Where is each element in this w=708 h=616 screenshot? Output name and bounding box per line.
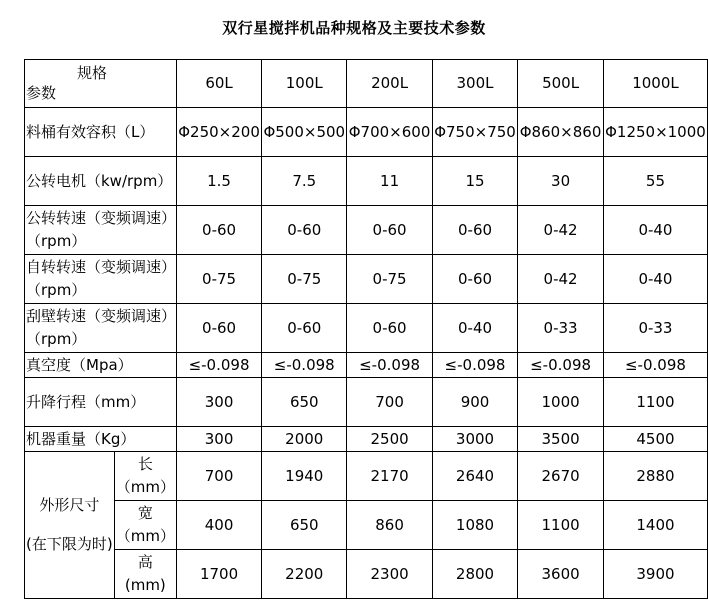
value-cell: 0-60 [176, 206, 261, 255]
value-cell: 2500 [347, 427, 432, 452]
param-label: 料桶有效容积（L） [25, 108, 177, 157]
model-header: 200L [347, 60, 432, 108]
value-cell: 3900 [603, 550, 707, 599]
dimension-name: 高 [137, 553, 153, 571]
value-cell: ≤-0.098 [262, 353, 347, 378]
value-cell: 0-75 [347, 255, 432, 304]
value-cell: 2170 [347, 452, 432, 501]
value-cell: 0-75 [176, 255, 261, 304]
model-header: 500L [518, 60, 604, 108]
table-row [25, 108, 708, 157]
value-cell: ≤-0.098 [518, 353, 604, 378]
corner-header-cell [25, 60, 177, 108]
value-cell: 0-60 [347, 206, 432, 255]
value-cell: 3600 [518, 550, 604, 599]
dimensions-label-main: 外形尺寸 [39, 496, 100, 514]
value-cell: 7.5 [262, 157, 347, 206]
dimensions-label [25, 452, 115, 599]
table-row [25, 304, 708, 353]
dimensions-label-note: (在下限为时) [26, 535, 113, 553]
value-cell: 0-42 [518, 255, 604, 304]
value-cell: 1940 [262, 452, 347, 501]
dimension-row-width [25, 501, 708, 550]
value-cell: 55 [603, 157, 707, 206]
value-cell: 2640 [432, 452, 517, 501]
model-header: 300L [432, 60, 517, 108]
value-cell: 1080 [432, 501, 517, 550]
param-label: 公转电机（kw/rpm） [25, 157, 177, 206]
param-label: 机器重量（Kg） [25, 427, 177, 452]
value-cell: 3500 [518, 427, 604, 452]
table-row [25, 427, 708, 452]
value-cell: 0-40 [603, 206, 707, 255]
table-row [25, 353, 708, 378]
value-cell: 900 [432, 378, 517, 427]
value-cell: Φ250×200 [176, 108, 261, 157]
value-cell: 0-40 [603, 255, 707, 304]
table-row [25, 255, 708, 304]
dimension-sublabel-length [114, 452, 176, 501]
value-cell: 0-60 [347, 304, 432, 353]
value-cell: Φ1250×1000 [603, 108, 707, 157]
value-cell: 30 [518, 157, 604, 206]
dimension-sublabel-height [114, 550, 176, 599]
value-cell: ≤-0.098 [432, 353, 517, 378]
value-cell: 300 [176, 378, 261, 427]
value-cell: 0-60 [432, 255, 517, 304]
value-cell: 11 [347, 157, 432, 206]
value-cell: 0-60 [176, 304, 261, 353]
value-cell: 2200 [262, 550, 347, 599]
dimension-row-height [25, 550, 708, 599]
value-cell: 700 [176, 452, 261, 501]
value-cell: 300 [176, 427, 261, 452]
param-label: 真空度（Mpa） [25, 353, 177, 378]
value-cell: 1100 [603, 378, 707, 427]
value-cell: 0-60 [262, 206, 347, 255]
value-cell: 0-60 [432, 206, 517, 255]
spec-table [24, 59, 708, 599]
model-header: 1000L [603, 60, 707, 108]
table-row [25, 157, 708, 206]
value-cell: 700 [347, 378, 432, 427]
value-cell: 1.5 [176, 157, 261, 206]
param-header-label: 参数 [26, 84, 57, 102]
value-cell: 0-75 [262, 255, 347, 304]
value-cell: 1400 [603, 501, 707, 550]
value-cell: 2880 [603, 452, 707, 501]
dimension-row-length [25, 452, 708, 501]
value-cell: 0-42 [518, 206, 604, 255]
table-row [25, 206, 708, 255]
value-cell: 1000 [518, 378, 604, 427]
dimension-name: 长 [137, 455, 153, 473]
value-cell: Φ860×860 [518, 108, 604, 157]
dimension-name: 宽 [137, 504, 153, 522]
model-header: 100L [262, 60, 347, 108]
value-cell: Φ500×500 [262, 108, 347, 157]
value-cell: 0-33 [518, 304, 604, 353]
value-cell: 0-40 [432, 304, 517, 353]
value-cell: 2670 [518, 452, 604, 501]
value-cell: 3000 [432, 427, 517, 452]
param-label: 刮壁转速（变频调速）（rpm） [25, 304, 177, 353]
value-cell: 2300 [347, 550, 432, 599]
dimension-unit: （mm） [115, 527, 175, 545]
header-row [25, 60, 708, 108]
table-row [25, 378, 708, 427]
value-cell: ≤-0.098 [603, 353, 707, 378]
dimension-sublabel-width [114, 501, 176, 550]
value-cell: 400 [176, 501, 261, 550]
param-label: 公转转速（变频调速）（rpm） [25, 206, 177, 255]
value-cell: ≤-0.098 [176, 353, 261, 378]
value-cell: Φ750×750 [432, 108, 517, 157]
value-cell: 15 [432, 157, 517, 206]
value-cell: 860 [347, 501, 432, 550]
value-cell: Φ700×600 [347, 108, 432, 157]
value-cell: ≤-0.098 [347, 353, 432, 378]
dimension-unit: （mm） [115, 478, 175, 496]
value-cell: 650 [262, 501, 347, 550]
value-cell: 1700 [176, 550, 261, 599]
dimension-unit: (mm) [124, 576, 166, 594]
value-cell: 2800 [432, 550, 517, 599]
page-title: 双行星搅拌机品种规格及主要技术参数 [222, 19, 486, 37]
value-cell: 4500 [603, 427, 707, 452]
value-cell: 0-60 [262, 304, 347, 353]
param-label: 升降行程（mm） [25, 378, 177, 427]
value-cell: 650 [262, 378, 347, 427]
model-header: 60L [176, 60, 261, 108]
spec-header-label: 规格 [77, 64, 108, 82]
param-label: 自转转速（变频调速）（rpm） [25, 255, 177, 304]
value-cell: 1100 [518, 501, 604, 550]
value-cell: 0-33 [603, 304, 707, 353]
value-cell: 2000 [262, 427, 347, 452]
